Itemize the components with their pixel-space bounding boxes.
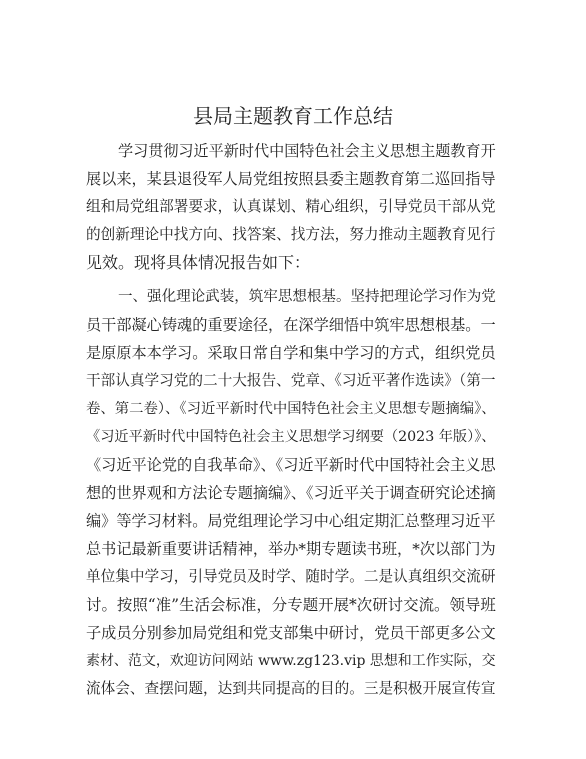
paragraph-line: 展以来，某县退役军人局党组按照县委主题教育第二巡回指导 [86, 170, 496, 188]
paragraph-line: 见效。现将具体情况报告如下： [86, 253, 311, 272]
paragraph-line: 讨。按照“准”生活会标准，分专题开展*次研讨交流。领导班 [86, 596, 496, 614]
document-title: 县局主题教育工作总结 [193, 104, 393, 128]
paragraph-line: 的创新理论中找方向、找答案、找方法，努力推动主题教育见行 [86, 226, 496, 243]
paragraph-line: 子成员分别参加局党组和党支部集中研讨，党员干部更多公文 [86, 624, 496, 642]
paragraph-line: 编》等学习材料。局党组理论学习中心组定期汇总整理习近平 [86, 512, 496, 530]
paragraph-line: 组和局党组部署要求，认真谋划、精心组织，引导党员干部从党 [86, 198, 496, 215]
paragraph-line: 总书记最新重要讲话精神，举办*期专题读书班，*次以部门为 [86, 540, 496, 558]
paragraph-line: 《习近平论党的自我革命》、《习近平新时代中国特社会主义思 [86, 456, 496, 474]
paragraph-line: 想的世界观和方法论专题摘编》、《习近平关于调查研究论述摘 [86, 484, 496, 502]
paragraph-line: 学习贯彻习近平新时代中国特色社会主义思想主题教育开 [118, 142, 496, 160]
paragraph-line: 是原原本本学习。采取日常自学和集中学习的方式，组织党员 [86, 344, 496, 362]
paragraph-line: 素材、范文，欢迎访问网站 www.zg123.vip 思想和工作实际，交 [86, 653, 496, 669]
paragraph-line: 干部认真学习党的二十大报告、党章、《习近平著作选读》（第一 [86, 372, 496, 389]
paragraph-line: 流体会、查摆问题，达到共同提高的目的。三是积极开展宣传宣 [86, 680, 496, 697]
paragraph-line: 卷、第二卷）、《习近平新时代中国特色社会主义思想专题摘编》、 [86, 401, 496, 417]
paragraph-line: 《习近平新时代中国特色社会主义思想学习纲要（2023 年版）》、 [86, 429, 496, 445]
paragraph-line: 一、强化理论武装，筑牢思想根基。坚持把理论学习作为党 [118, 289, 496, 305]
paragraph-line: 单位集中学习，引导党员及时学、随时学。二是认真组织交流研 [86, 568, 496, 585]
paragraph-line: 员干部凝心铸魂的重要途径，在深学细悟中筑牢思想根基。一 [86, 316, 496, 334]
